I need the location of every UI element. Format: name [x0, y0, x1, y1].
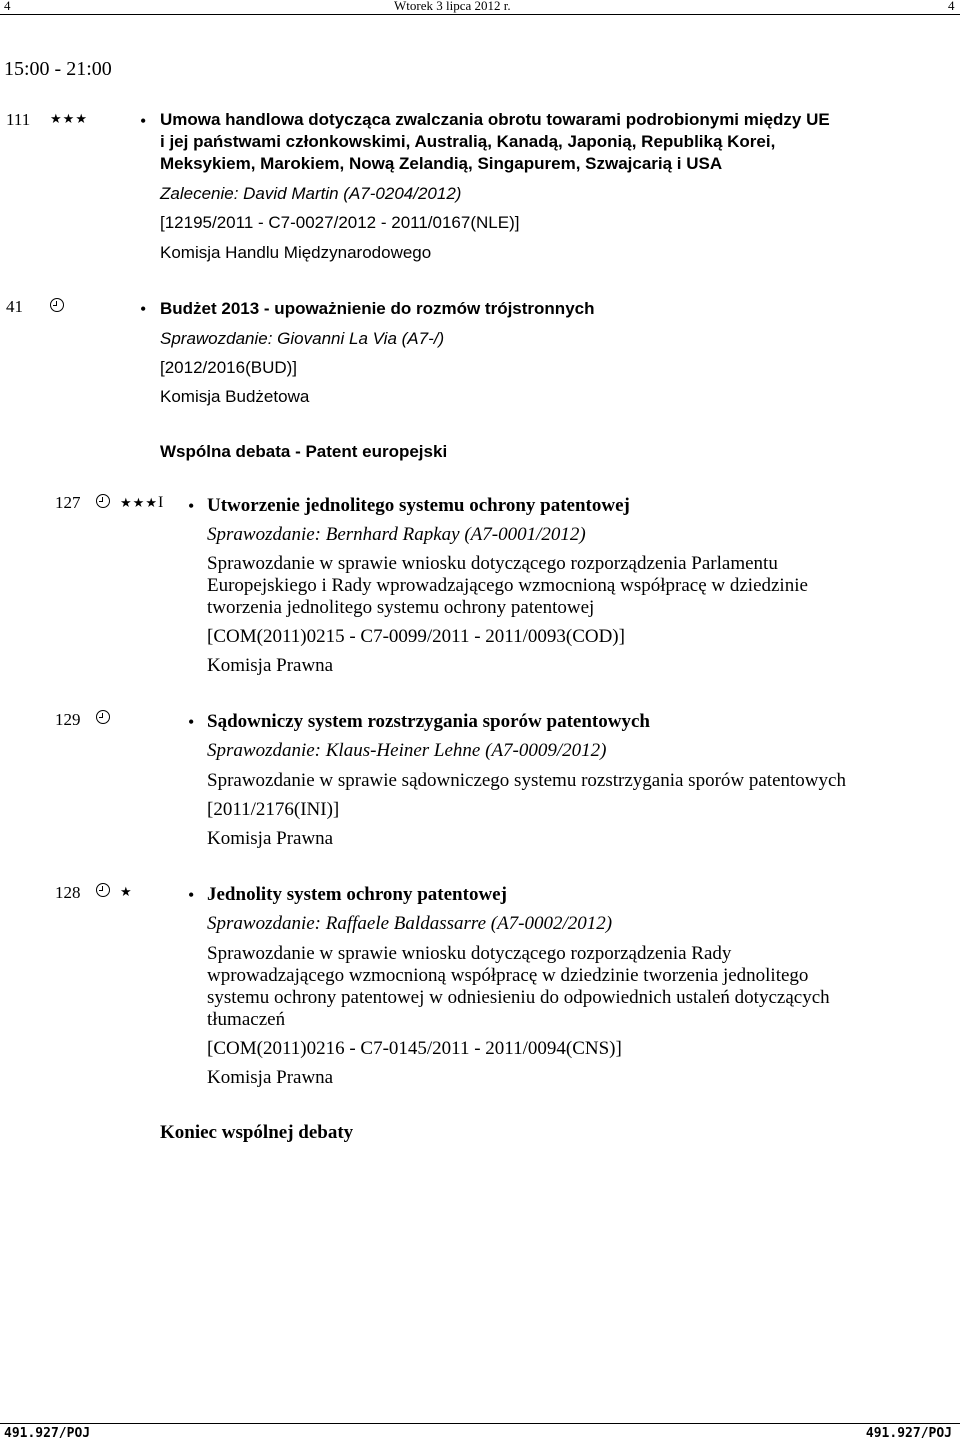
item-reference: [COM(2011)0215 - C7-0099/2011 - 2011/0093(COD)]	[207, 626, 625, 647]
item-committee: Komisja Prawna	[207, 1067, 334, 1088]
item-rapporteur: Sprawozdanie: Raffaele Baldassarre (A7-0002/2012)	[207, 913, 613, 934]
item-reference: [COM(2011)0216 - C7-0145/2011 - 2011/0094(CNS)]	[207, 1038, 622, 1059]
item-description-line: tworzenia jednolitego systemu ochrony patentowej	[207, 597, 595, 618]
item-icons	[50, 298, 74, 318]
item-number: 41	[6, 297, 23, 316]
i-icon: I	[157, 494, 165, 511]
page-date: Wtorek 3 lipca 2012 r.	[394, 0, 511, 13]
footer-ref-right: 491.927/POJ	[865, 1426, 952, 1441]
item-committee: Komisja Prawna	[207, 828, 334, 849]
item-number: 129	[55, 710, 81, 729]
item-rapporteur: Sprawozdanie: Klaus-Heiner Lehne (A7-0009/2012)	[207, 740, 607, 761]
footer-ref-left: 491.927/POJ	[4, 1426, 91, 1441]
bullet: •	[188, 885, 195, 905]
bullet: •	[140, 111, 147, 131]
item-title-line: Umowa handlowa dotycząca zwalczania obrotu towarami podrobionymi między UE	[160, 110, 830, 129]
item-reference: [2012/2016(BUD)]	[160, 358, 298, 377]
bullet: •	[188, 496, 195, 516]
item-title-line: Meksykiem, Marokiem, Nową Zelandią, Singapurem, Szwajcarią i USA	[160, 154, 723, 173]
page-number-right: 4	[948, 0, 955, 13]
item-description-line: Sprawozdanie w sprawie wniosku dotyczącego rozporządzenia Rady	[207, 943, 732, 964]
page-number-left: 4	[4, 0, 11, 13]
joint-debate-heading: Wspólna debata - Patent europejski	[160, 442, 448, 461]
star-icon: ★	[120, 885, 133, 900]
joint-debate-end: Koniec wspólnej debaty	[160, 1122, 354, 1143]
header-divider	[0, 14, 960, 15]
item-committee: Komisja Budżetowa	[160, 387, 310, 406]
star-icon: ★	[50, 112, 63, 127]
item-description-line: Sprawozdanie w sprawie sądowniczego systemu rozstrzygania sporów patentowych	[207, 770, 846, 791]
item-description-line: tłumaczeń	[207, 1009, 286, 1030]
session-time-range: 15:00 - 21:00	[4, 58, 112, 80]
item-rapporteur: Sprawozdanie: Giovanni La Via (A7-/)	[160, 329, 445, 348]
item-description-line: Europejskiego i Rady wprowadzającego wzmocnioną współpracę w dziedzinie	[207, 575, 808, 596]
bullet: •	[140, 299, 147, 319]
item-title: Sądowniczy system rozstrzygania sporów patentowych	[207, 711, 650, 732]
clock-icon	[50, 298, 64, 312]
item-icons	[50, 110, 88, 130]
item-description-line: Sprawozdanie w sprawie wniosku dotyczącego rozporządzenia Parlamentu	[207, 553, 778, 574]
footer-divider	[0, 1423, 960, 1424]
item-title: Budżet 2013 - upoważnienie do rozmów trójstronnych	[160, 299, 595, 318]
star-icon: ★	[145, 496, 158, 511]
item-reference: [12195/2011 - C7-0027/2012 - 2011/0167(NLE)]	[160, 213, 520, 232]
star-icon: ★	[132, 496, 146, 511]
clock-icon	[96, 494, 110, 508]
item-icons	[96, 710, 120, 730]
item-title: Jednolity system ochrony patentowej	[207, 884, 507, 905]
item-description-line: wprowadzającego wzmocnioną współpracę w dziedzinie tworzenia jednolitego	[207, 965, 809, 986]
item-committee: Komisja Handlu Międzynarodowego	[160, 243, 432, 262]
item-reference: [2011/2176(INI)]	[207, 799, 340, 820]
item-title: Utworzenie jednolitego systemu ochrony patentowej	[207, 495, 630, 516]
item-number: 127	[55, 493, 81, 512]
star-icon: ★	[62, 112, 76, 127]
item-description-line: systemu ochrony patentowej w odniesieniu do odpowiednich ustaleń dotyczących	[207, 987, 830, 1008]
item-rapporteur: Sprawozdanie: Bernhard Rapkay (A7-0001/2012)	[207, 524, 586, 545]
item-title-line: i jej państwami członkowskimi, Australią, Kanadą, Japonią, Republiką Korei,	[160, 132, 776, 151]
star-icon: ★	[75, 112, 88, 127]
item-rapporteur: Zalecenie: David Martin (A7-0204/2012)	[160, 184, 462, 203]
item-icons	[96, 493, 164, 514]
clock-icon	[96, 710, 110, 724]
bullet: •	[188, 712, 195, 732]
clock-icon	[96, 883, 110, 897]
item-number: 111	[6, 110, 31, 129]
item-icons	[96, 883, 133, 903]
item-number: 128	[55, 883, 81, 902]
item-committee: Komisja Prawna	[207, 655, 334, 676]
star-icon: ★	[120, 496, 133, 511]
